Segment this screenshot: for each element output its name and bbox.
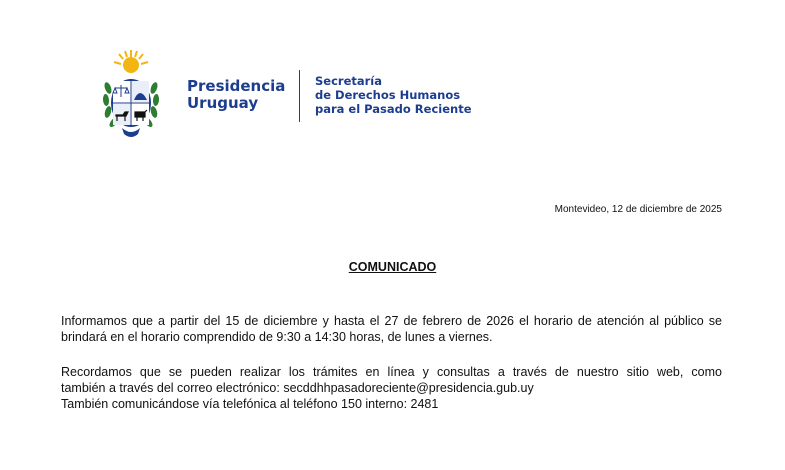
dept-name-line-3: para el Pasado Reciente — [315, 102, 472, 116]
document-date: Montevideo, 12 de diciembre de 2025 — [554, 204, 722, 215]
paragraph-contact-line-1: Recordamos que se pueden realizar los trámites en línea y consultas a través de nuestro sitio web, como — [61, 365, 722, 379]
uruguay-coat-of-arms-icon — [100, 48, 162, 142]
org-name-line-1: Presidencia — [187, 77, 286, 95]
department-name — [315, 74, 472, 116]
header-divider — [299, 70, 300, 122]
organization-name — [187, 78, 285, 112]
document-title: COMUNICADO — [348, 260, 437, 274]
org-name-line-2: Uruguay — [187, 94, 259, 112]
paragraph-schedule: Informamos que a partir del 15 de diciembre y hasta el 27 de febrero de 2026 el horario de atención al público se brindará en el horario comprendido de 9:30 a 14:30 horas, de lunes a viernes. — [61, 314, 722, 344]
dept-name-line-1: Secretaría — [315, 74, 383, 88]
dept-name-line-2: de Derechos Humanos — [315, 88, 461, 102]
paragraph-contact-line-3: También comunicándose vía telefónica al teléfono 150 interno: 2481 — [61, 397, 439, 411]
paragraph-contact-line-2: también a través del correo electrónico: secddhhpasadoreciente@presidencia.gub.uy — [61, 381, 534, 395]
paragraph-contact — [61, 364, 722, 412]
letterhead — [100, 48, 520, 142]
